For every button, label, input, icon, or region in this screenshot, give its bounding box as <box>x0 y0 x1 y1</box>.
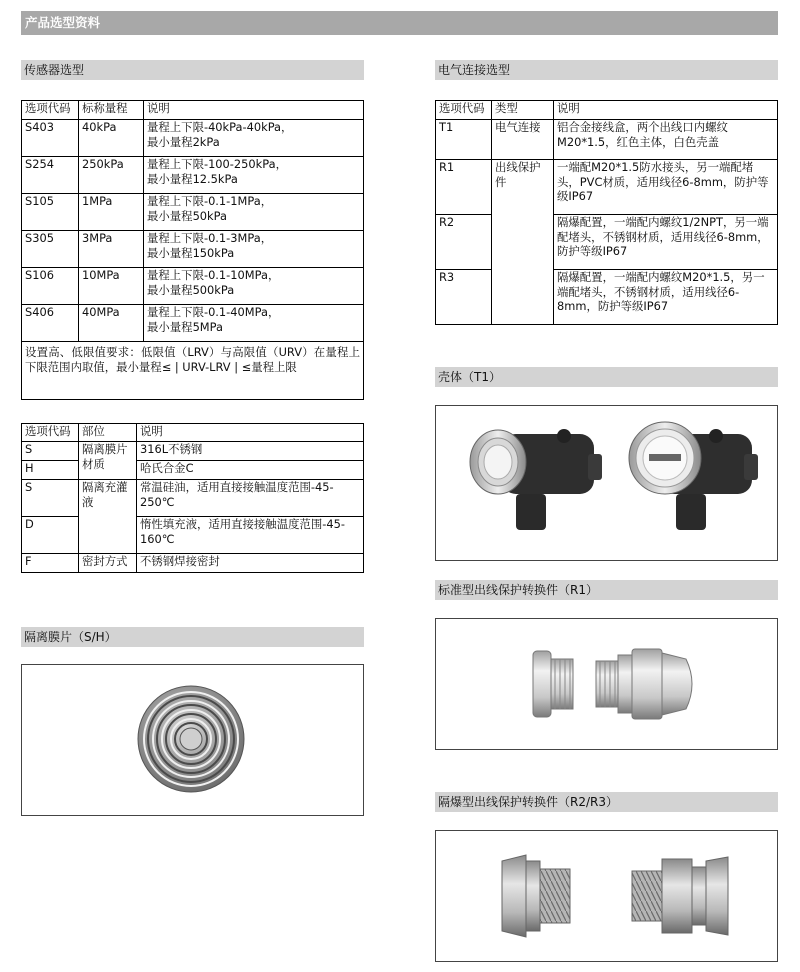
diaphragm-section-heading: 隔离膜片（S/H） <box>21 627 364 647</box>
row-desc-line2: 最小量程150kPa <box>147 245 235 260</box>
header-code: 选项代码 <box>436 101 492 120</box>
header-range: 标称量程 <box>79 101 144 120</box>
row-desc: 一端配M20*1.5防水接头，另一端配堵头，PVC材质，适用线径6-8mm，防护等级IP67 <box>554 160 778 215</box>
part-fill: 隔离充灌液 <box>79 480 137 554</box>
row-desc-line2: 最小量程500kPa <box>147 282 235 297</box>
row-desc: 不锈钢焊接密封 <box>137 554 364 573</box>
table-header-row <box>22 101 364 120</box>
part-seal: 密封方式 <box>79 554 137 573</box>
page-title: 产品选型资料 <box>21 11 778 35</box>
row-desc: 隔爆配置，一端配内螺纹M20*1.5，另一端配堵头，不锈钢材质，适用线径6-8mm，防护等级IP67 <box>554 270 778 325</box>
row-code: S <box>22 480 79 517</box>
table-row <box>22 231 364 268</box>
header-code: 选项代码 <box>22 424 79 442</box>
row-range: 40kPa <box>79 120 144 157</box>
row-desc-line2: 最小量程5MPa <box>147 319 223 334</box>
electrical-table <box>435 100 778 325</box>
row-code: T1 <box>436 120 492 160</box>
row-desc-line1: 量程上下限-0.1-1MPa， <box>147 194 273 208</box>
row-desc-line1: 量程上下限-40kPa-40kPa， <box>147 120 293 134</box>
table-row <box>22 194 364 231</box>
row-code: S254 <box>22 157 79 194</box>
table-row <box>436 270 778 325</box>
r23-plug <box>502 855 570 937</box>
row-desc: 常温硅油，适用直接接触温度范围-45-250℃ <box>137 480 364 517</box>
diaphragm-image-frame <box>21 664 364 816</box>
row-range: 10MPa <box>79 268 144 305</box>
row-code: R2 <box>436 215 492 270</box>
row-range: 40MPa <box>79 305 144 342</box>
row-desc <box>144 194 364 231</box>
row-desc: 铝合金接线盒，两个出线口内螺纹M20*1.5，红色主体，白色壳盖 <box>554 120 778 160</box>
r23-image-frame <box>435 830 778 962</box>
row-code: H <box>22 461 79 480</box>
row-code: S403 <box>22 120 79 157</box>
table-row <box>436 215 778 270</box>
table-row <box>22 517 364 554</box>
row-desc-line2: 最小量程12.5kPa <box>147 171 238 186</box>
row-code: F <box>22 554 79 573</box>
row-code: S105 <box>22 194 79 231</box>
r1-plug <box>533 651 573 717</box>
row-desc-line1: 量程上下限-0.1-40MPa， <box>147 305 280 319</box>
table-row <box>22 554 364 573</box>
row-code: S <box>22 442 79 461</box>
row-code: S106 <box>22 268 79 305</box>
row-desc <box>144 268 364 305</box>
sensor-table <box>21 100 364 400</box>
row-desc: 哈氏合金C <box>137 461 364 480</box>
table-row <box>22 442 364 461</box>
header-desc: 说明 <box>554 101 778 120</box>
row-range: 1MPa <box>79 194 144 231</box>
row-code: S406 <box>22 305 79 342</box>
header-desc: 说明 <box>137 424 364 442</box>
table-row <box>22 305 364 342</box>
sensor-section-heading: 传感器选型 <box>21 60 364 80</box>
diaphragm-image <box>22 665 363 815</box>
header-desc: 说明 <box>144 101 364 120</box>
part-diaphragm: 隔离膜片材质 <box>79 442 137 480</box>
row-range: 3MPa <box>79 231 144 268</box>
r1-gland <box>596 649 692 719</box>
r1-section-heading: 标准型出线保护转换件（R1） <box>435 580 778 600</box>
row-desc <box>144 305 364 342</box>
row-desc-line2: 最小量程2kPa <box>147 134 220 149</box>
material-table <box>21 423 364 573</box>
housing-image-frame <box>435 405 778 561</box>
row-desc <box>144 231 364 268</box>
r23-section-heading: 隔爆型出线保护转换件（R2/R3） <box>435 792 778 812</box>
row-desc-line1: 量程上下限-100-250kPa， <box>147 157 287 171</box>
row-desc: 316L不锈钢 <box>137 442 364 461</box>
housing-image <box>436 406 777 560</box>
table-row <box>436 160 778 215</box>
electrical-section-heading: 电气连接选型 <box>435 60 778 80</box>
header-code: 选项代码 <box>22 101 79 120</box>
row-desc-line1: 量程上下限-0.1-3MPa， <box>147 231 273 245</box>
row-code: S305 <box>22 231 79 268</box>
table-row <box>436 120 778 160</box>
range-note: 设置高、低限值要求：低限值（LRV）与高限值（URV）在量程上下限范围内取值，最小量程≤ | URV-LRV | ≤量程上限 <box>22 342 364 400</box>
r1-image-frame <box>435 618 778 750</box>
row-type: 电气连接 <box>492 120 554 160</box>
row-desc-line1: 量程上下限-0.1-10MPa， <box>147 268 280 282</box>
row-code: R3 <box>436 270 492 325</box>
row-desc-line2: 最小量程50kPa <box>147 208 227 223</box>
type-protect: 出线保护件 <box>492 160 554 325</box>
table-note-row <box>22 342 364 400</box>
table-row <box>22 157 364 194</box>
r1-image <box>436 619 777 749</box>
row-code: D <box>22 517 79 554</box>
table-header-row <box>22 424 364 442</box>
table-header-row <box>436 101 778 120</box>
row-range: 250kPa <box>79 157 144 194</box>
row-desc <box>144 157 364 194</box>
housing-section-heading: 壳体（T1） <box>435 367 778 387</box>
row-desc <box>144 120 364 157</box>
housing-left <box>470 429 602 530</box>
row-code: R1 <box>436 160 492 215</box>
r23-image <box>436 831 777 961</box>
row-desc: 隔爆配置，一端配内螺纹1/2NPT，另一端配堵头，不锈钢材质，适用线径6-8mm，防护等级IP67 <box>554 215 778 270</box>
r23-connector <box>632 857 728 935</box>
housing-right <box>629 422 758 530</box>
table-row <box>22 480 364 517</box>
header-part: 部位 <box>79 424 137 442</box>
table-row <box>22 461 364 480</box>
header-type: 类型 <box>492 101 554 120</box>
table-row <box>22 120 364 157</box>
table-row <box>22 268 364 305</box>
row-desc: 惰性填充液，适用直接接触温度范围-45-160℃ <box>137 517 364 554</box>
